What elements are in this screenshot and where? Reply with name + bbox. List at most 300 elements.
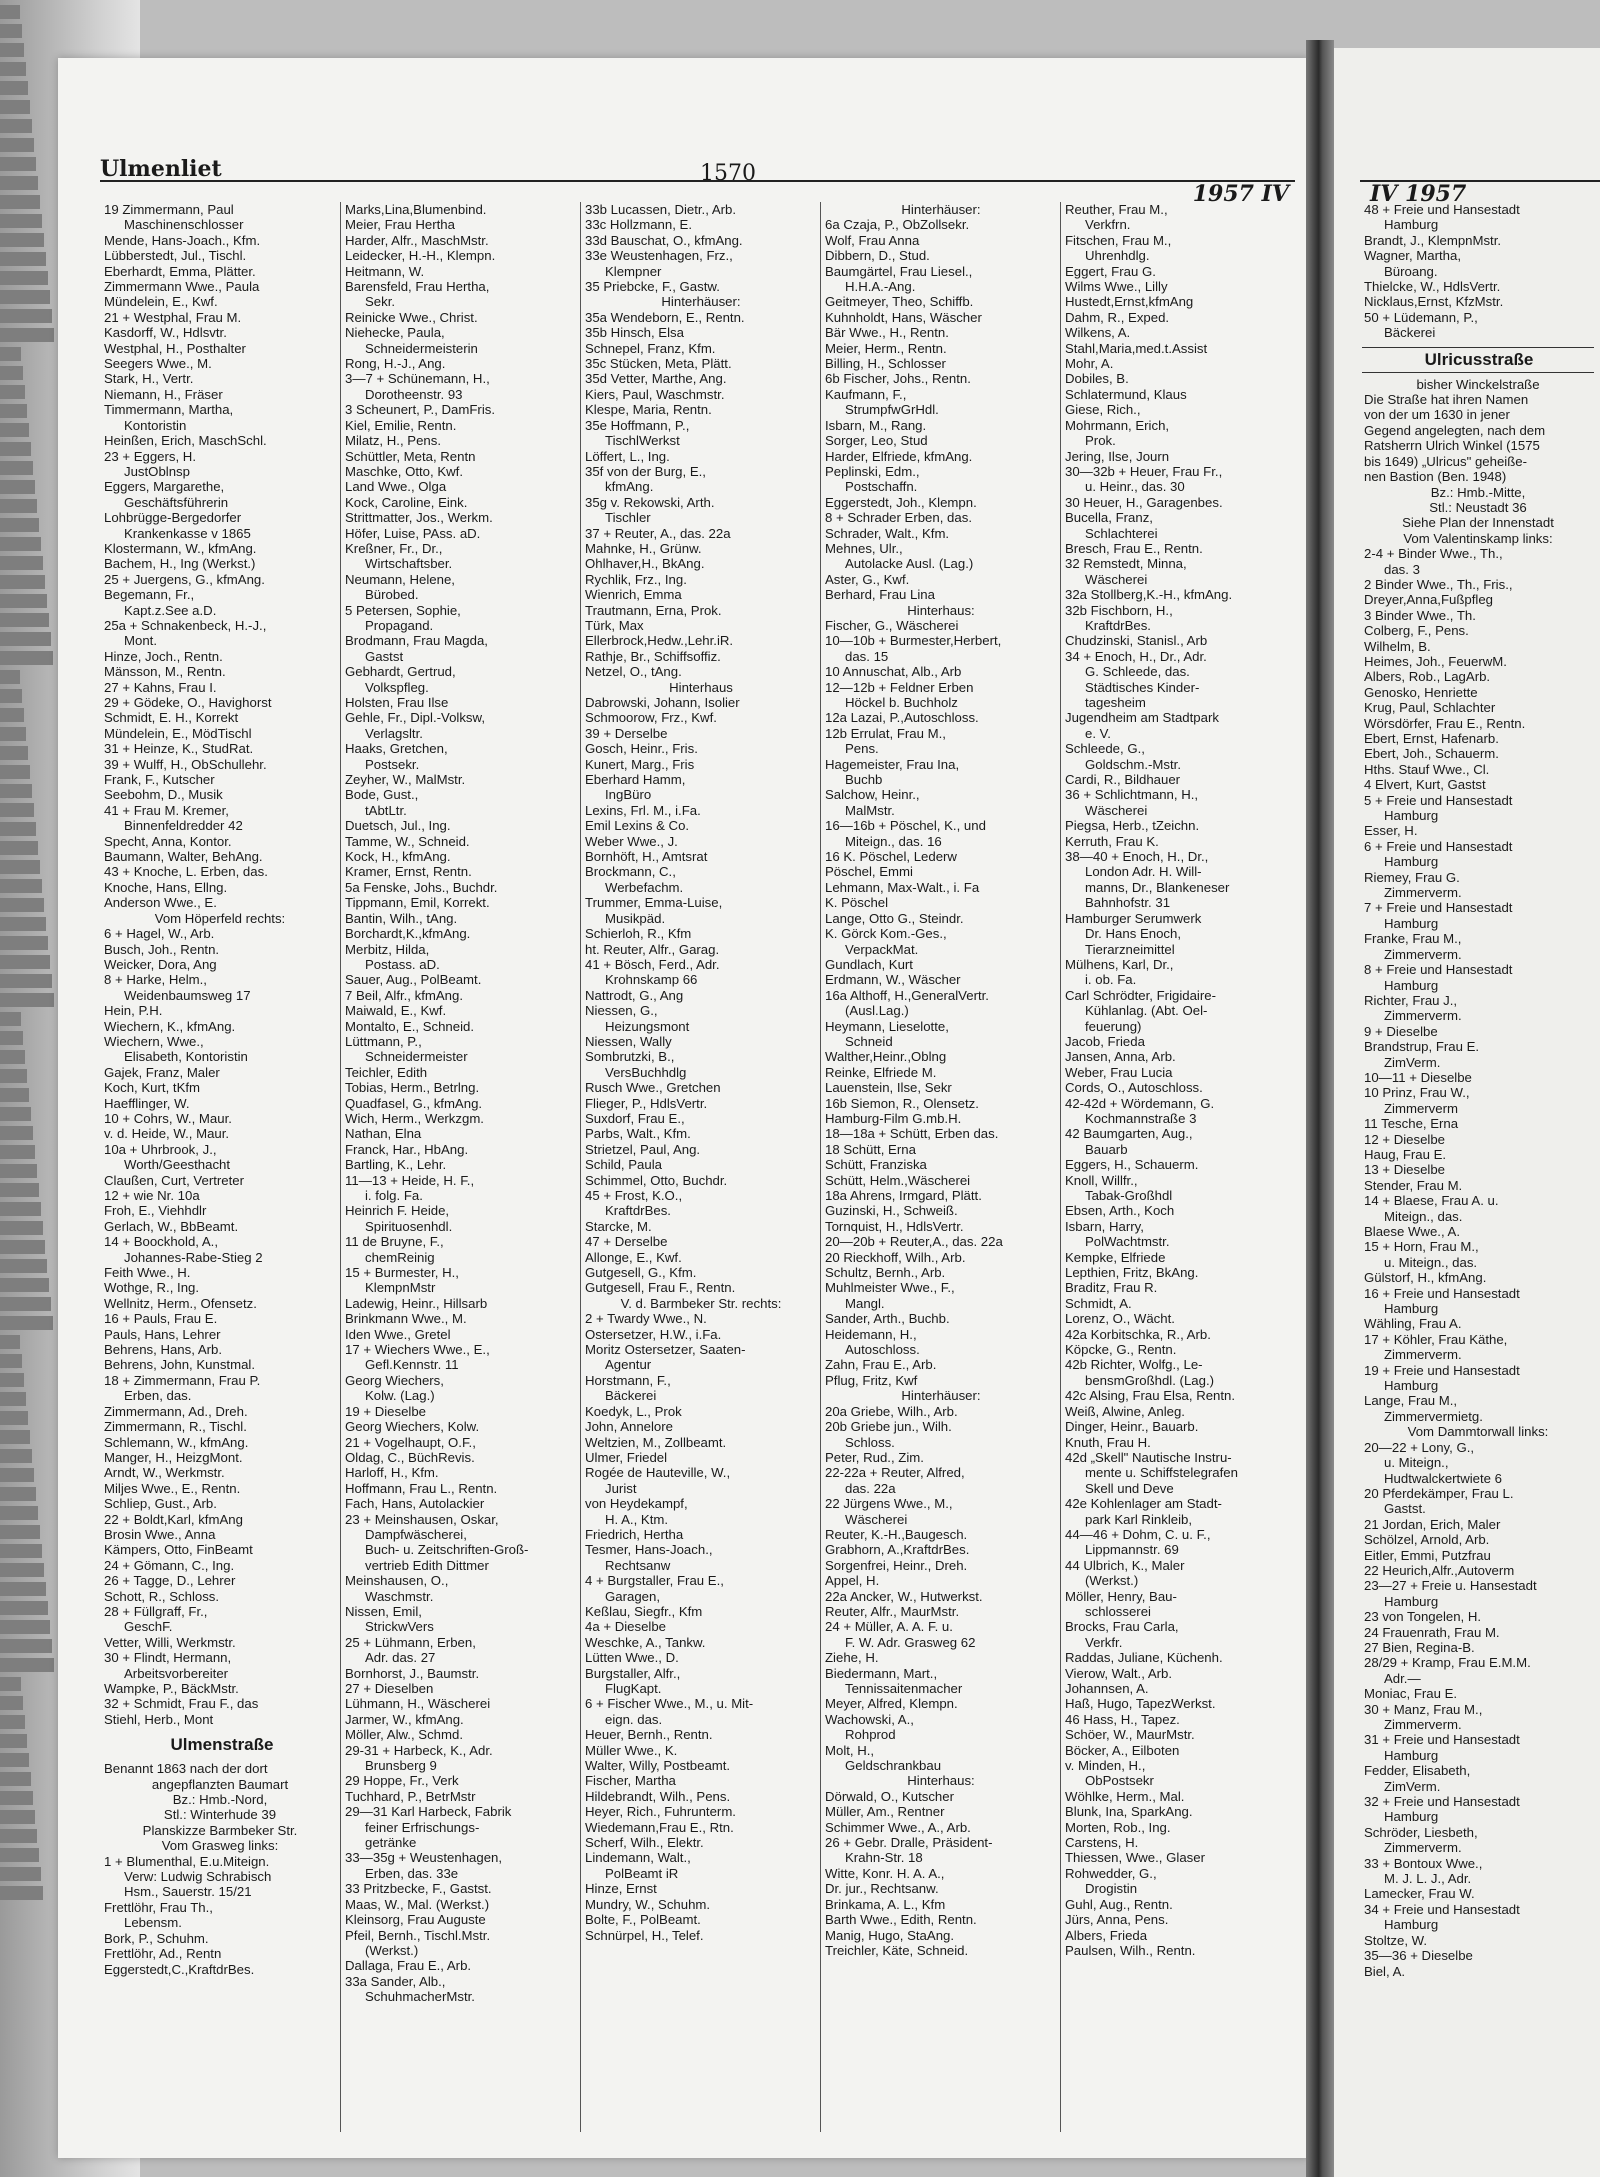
directory-entry: Niehecke, Paula, xyxy=(345,325,445,341)
directory-column-3 xyxy=(580,202,821,2132)
directory-entry: ObPostsekr xyxy=(1085,1773,1154,1789)
directory-entry: Gastst. xyxy=(1384,1501,1426,1517)
directory-entry: Stahl,Maria,med.t.Assist xyxy=(1065,340,1208,356)
directory-entry: Gehle, Fr., Dipl.-Volksw, xyxy=(345,710,485,726)
directory-entry: Ratsherrn Ulrich Winkel (1575 xyxy=(1364,438,1540,454)
directory-entry: tagesheim xyxy=(1085,695,1146,710)
directory-entry: Adr. das. 27 xyxy=(365,1650,436,1666)
directory-entry: 22-22a + Reuter, Alfred, xyxy=(825,1465,965,1481)
directory-entry: Kunert, Marg., Fris xyxy=(585,756,695,772)
edge-mark xyxy=(0,1259,47,1273)
edge-mark xyxy=(0,1411,28,1425)
directory-entry: Lexins, Frl. M., i.Fa. xyxy=(585,802,701,818)
directory-entry: Kerruth, Frau K. xyxy=(1065,833,1159,849)
directory-entry: Planskizze Barmbeker Str. xyxy=(142,1822,298,1838)
directory-entry: Büroang. xyxy=(1384,263,1438,279)
directory-entry: 31 + Heinze, K., StudRat. xyxy=(104,741,254,757)
directory-entry: Jugendheim am Stadtpark xyxy=(1065,710,1219,726)
directory-entry: Weber, Frau Lucia xyxy=(1065,1064,1173,1080)
directory-entry: Möller, Henry, Bau- xyxy=(1065,1588,1177,1604)
edge-mark xyxy=(0,442,31,456)
directory-entry: Schölzel, Arnold, Arb. xyxy=(1364,1532,1490,1548)
directory-entry: Jacob, Frieda xyxy=(1065,1033,1145,1049)
directory-entry: Brodmann, Frau Magda, xyxy=(345,633,488,649)
directory-entry: Lindemann, Walt., xyxy=(585,1850,691,1866)
directory-entry: Dr. Hans Enoch, xyxy=(1085,926,1182,942)
directory-entry: Volkspfleg. xyxy=(365,679,429,695)
directory-entry: Dahm, R., Exped. xyxy=(1065,309,1170,325)
directory-entry: Guhl, Aug., Rentn. xyxy=(1065,1896,1173,1912)
directory-entry: Mänsson, M., Rentn. xyxy=(104,664,226,680)
directory-entry: Heuer, Bernh., Rentn. xyxy=(585,1727,713,1743)
directory-entry: Harder, Alfr., MaschMstr. xyxy=(345,232,489,248)
directory-entry: von der um 1630 in jener xyxy=(1364,407,1510,423)
directory-entry: FlugKapt. xyxy=(605,1681,662,1696)
directory-entry: Wagner, Martha, xyxy=(1364,248,1461,264)
directory-entry: 18 + Zimmermann, Frau P. xyxy=(104,1372,261,1388)
directory-entry: bisher Winckelstraße xyxy=(1416,376,1540,392)
directory-entry: Neumann, Helene, xyxy=(345,571,455,587)
edge-mark xyxy=(0,1373,24,1387)
directory-entry: 42c Alsing, Frau Elsa, Rentn. xyxy=(1065,1388,1236,1404)
directory-entry: Bucella, Franz, xyxy=(1065,510,1153,526)
directory-entry: Drogistin xyxy=(1085,1881,1138,1897)
directory-entry: Froh, E., Viehhdlr xyxy=(104,1203,207,1219)
directory-entry: 18a Ahrens, Irmgard, Plätt. xyxy=(825,1188,982,1203)
directory-entry: Zimmerverm. xyxy=(1384,946,1462,962)
directory-entry: 42b Richter, Wolfg., Le- xyxy=(1065,1357,1203,1373)
directory-entry: Klespe, Maria, Rentn. xyxy=(585,402,712,418)
directory-entry: Barth Wwe., Edith, Rentn. xyxy=(825,1912,977,1928)
directory-entry: Müller Wwe., K. xyxy=(585,1742,678,1758)
edge-mark xyxy=(0,195,40,209)
directory-entry: Reuter, Alfr., MaurMstr. xyxy=(825,1603,960,1619)
directory-entry: Salchow, Heinr., xyxy=(825,787,920,803)
directory-entry: Thielcke, W., HdlsVertr. xyxy=(1364,279,1501,295)
directory-entry: Nattrodt, G., Ang xyxy=(585,987,684,1003)
directory-entry: Mahnke, H., Grünw. xyxy=(585,540,702,556)
directory-entry: Hamburg-Film G.mb.H. xyxy=(825,1110,962,1126)
directory-entry: Schimmer Wwe., A., Arb. xyxy=(825,1819,971,1835)
directory-entry: F. W. Adr. Grasweg 62 xyxy=(845,1634,976,1650)
directory-entry: Haefflinger, W. xyxy=(104,1095,190,1111)
directory-entry: Frettlöhr, Frau Th., xyxy=(104,1899,213,1915)
directory-entry: 16 + Freie und Hansestadt xyxy=(1364,1285,1520,1301)
directory-entry: Buchb xyxy=(845,772,883,788)
directory-entry: Mündelein, E., Kwf. xyxy=(104,294,218,310)
directory-entry: Weschke, A., Tankw. xyxy=(585,1634,706,1650)
directory-entry: Erben, das. 33e xyxy=(365,1865,459,1881)
directory-entry: Kaufmann, F., xyxy=(825,386,907,402)
directory-entry: Brinkmann Wwe., M. xyxy=(345,1311,467,1327)
directory-entry: 35b Hinsch, Elsa xyxy=(585,325,684,341)
directory-entry: Buch- u. Zeitschriften-Groß- xyxy=(365,1542,529,1558)
directory-entry: Hinterhaus: xyxy=(907,1773,975,1789)
directory-entry: Meier, Herm., Rentn. xyxy=(825,340,947,356)
directory-entry: park Karl Rinkleib, xyxy=(1085,1511,1193,1527)
directory-entry: 33e Weustenhagen, Frz., xyxy=(585,248,733,264)
directory-entry: Tennissaitenmacher xyxy=(845,1681,963,1696)
directory-entry: Wienrich, Emma xyxy=(585,587,682,603)
directory-entry: Gastst xyxy=(365,648,404,664)
directory-entry: Musikpäd. xyxy=(605,910,666,926)
directory-entry: Vom Valentinskamp links: xyxy=(1403,530,1553,546)
directory-entry: Benannt 1863 nach der dort xyxy=(104,1761,268,1777)
directory-entry: 6a Czaja, P., ObZollsekr. xyxy=(825,217,970,233)
directory-entry: PolBeamt iR xyxy=(605,1865,679,1881)
directory-entry: Rechtsanw xyxy=(605,1557,671,1573)
directory-entry: Sauer, Aug., PolBeamt. xyxy=(345,972,482,988)
directory-entry: 37 + Reuter, A., das. 22a xyxy=(585,525,731,541)
directory-entry: GeschF. xyxy=(124,1619,173,1635)
directory-entry: 33 + Bontoux Wwe., xyxy=(1364,1855,1483,1871)
directory-entry: 2 Binder Wwe., Th., Fris., xyxy=(1364,576,1513,592)
directory-entry: Wiedemann,Frau E., Rtn. xyxy=(585,1819,734,1835)
directory-entry: 33d Bauschat, O., kfmAng. xyxy=(585,232,743,248)
directory-entry: Miteign., das. 16 xyxy=(845,833,942,849)
directory-entry: 2-4 + Binder Wwe., Th., xyxy=(1364,546,1503,562)
edge-mark xyxy=(0,784,32,798)
directory-entry: Dibbern, D., Stud. xyxy=(825,248,930,264)
edge-mark xyxy=(0,974,52,988)
directory-entry: 6 + Freie und Hansestadt xyxy=(1364,838,1513,854)
directory-entry: Heidemann, H., xyxy=(825,1326,917,1342)
directory-entry: Zimmervermietg. xyxy=(1384,1408,1483,1424)
directory-entry: Siehe Plan der Innenstadt xyxy=(1402,515,1554,531)
directory-entry: Schütt, Helm.,Wäscherei xyxy=(825,1172,971,1188)
directory-entry: Tabak-Großhdl xyxy=(1085,1188,1173,1203)
directory-entry: Heimes, Joh., FeuerwM. xyxy=(1364,653,1507,669)
directory-entry: 34 + Enoch, H., Dr., Adr. xyxy=(1065,648,1207,664)
edge-mark xyxy=(0,1791,33,1805)
directory-entry: 12b Errulat, Frau M., xyxy=(825,725,946,741)
directory-entry: Rychlik, Frz., Ing. xyxy=(585,571,687,587)
directory-entry: Walter, Willy, Postbeamt. xyxy=(585,1758,731,1774)
directory-entry: 23 + Meinshausen, Oskar, xyxy=(345,1511,499,1527)
directory-entry: MalMstr. xyxy=(845,802,895,818)
directory-entry: Wiechern, Wwe., xyxy=(104,1033,204,1049)
directory-entry: Tesmer, Hans-Joach., xyxy=(585,1542,713,1558)
directory-entry: Pauls, Hans, Lehrer xyxy=(104,1326,221,1342)
directory-entry: Riemey, Frau G. xyxy=(1364,869,1460,885)
directory-entry: Sombrutzki, B., xyxy=(585,1049,675,1065)
directory-entry: Ebert, Joh., Schauerm. xyxy=(1364,746,1499,762)
directory-entry: Lippmannstr. 69 xyxy=(1085,1542,1179,1558)
right-page-column xyxy=(1362,202,1594,2132)
directory-entry: Maschke, Otto, Kwf. xyxy=(345,463,463,479)
directory-entry: Haaks, Gretchen, xyxy=(345,741,448,757)
directory-entry: 5 + Freie und Hansestadt xyxy=(1364,792,1513,808)
directory-entry: Brosin Wwe., Anna xyxy=(104,1526,216,1542)
directory-entry: Kontoristin xyxy=(124,417,187,433)
directory-entry: 27 + Dieselben xyxy=(345,1681,434,1696)
directory-entry: Suxdorf, Frau E., xyxy=(585,1110,685,1126)
edge-mark xyxy=(0,1354,22,1368)
directory-entry: Blunk, Ina, SparkAng. xyxy=(1065,1804,1193,1820)
directory-entry: Wachowski, A., xyxy=(825,1711,914,1727)
edge-mark xyxy=(0,24,22,38)
directory-entry: Dobiles, B. xyxy=(1065,371,1129,387)
directory-column-4 xyxy=(820,202,1061,2132)
edge-mark xyxy=(0,1582,46,1596)
right-year-volume: IV 1957 xyxy=(1370,181,1467,207)
edge-mark xyxy=(0,803,34,817)
directory-entry: 12—12b + Feldner Erben xyxy=(825,679,974,695)
directory-entry: KraftdrBes. xyxy=(1085,617,1151,633)
directory-entry: Seegers Wwe., M. xyxy=(104,356,212,372)
directory-entry: chemReinig xyxy=(365,1249,435,1265)
directory-entry: 10—11 + Dieselbe xyxy=(1364,1069,1472,1085)
directory-entry: 32 + Freie und Hansestadt xyxy=(1364,1794,1520,1810)
directory-entry: Bäckerei xyxy=(605,1388,657,1404)
directory-entry: Schmidt, E. H., Korrekt xyxy=(104,710,239,726)
edge-mark xyxy=(0,537,41,551)
directory-entry: Tamme, W., Schneid. xyxy=(345,833,470,849)
edge-mark xyxy=(0,138,34,152)
directory-entry: Eggert, Frau G. xyxy=(1065,263,1156,279)
directory-entry: 16—16b + Pöschel, K., und xyxy=(825,818,986,834)
directory-entry: 21 + Westphal, Frau M. xyxy=(104,309,242,325)
directory-entry: Zimmerverm xyxy=(1384,1100,1458,1116)
directory-entry: 42 Baumgarten, Aug., xyxy=(1065,1126,1193,1142)
directory-entry: Brinkama, A. L., Kfm xyxy=(825,1896,946,1912)
directory-entry: Harloff, H., Kfm. xyxy=(345,1465,439,1481)
directory-entry: 15 + Horn, Frau M., xyxy=(1364,1239,1479,1255)
edge-mark xyxy=(0,1886,43,1900)
directory-entry: 22 Heurich,Alfr.,Autoverm xyxy=(1364,1562,1515,1578)
directory-entry: 27 Bien, Regina-B. xyxy=(1364,1639,1475,1655)
directory-entry: Heinrich F. Heide, xyxy=(345,1203,450,1219)
directory-entry: kfmAng. xyxy=(605,479,654,495)
directory-entry: Peter, Rud., Zim. xyxy=(825,1449,924,1465)
directory-entry: 6 + Hagel, W., Arb. xyxy=(104,926,215,942)
directory-entry: Verkfrn. xyxy=(1085,217,1131,233)
directory-entry: Schrader, Walt., Kfm. xyxy=(825,525,950,541)
directory-entry: Iden Wwe., Gretel xyxy=(345,1326,451,1342)
directory-entry: angepflanzten Baumart xyxy=(151,1776,289,1792)
directory-entry: Garagen, xyxy=(605,1588,660,1604)
directory-entry: 30 Heuer, H., Garagenbes. xyxy=(1065,494,1223,510)
edge-mark xyxy=(0,860,40,874)
directory-entry: StrickwVers xyxy=(365,1619,434,1635)
directory-entry: Hamburg xyxy=(1384,1809,1439,1825)
directory-entry: 10a + Uhrbrook, J., xyxy=(104,1141,217,1157)
directory-entry: Mundry, W., Schuhm. xyxy=(585,1896,711,1912)
directory-entry: KlempnMstr xyxy=(365,1280,436,1296)
edge-mark xyxy=(0,385,25,399)
directory-entry: 12a Lazai, P.,Autoschloss. xyxy=(825,710,979,726)
directory-entry: Biel, A. xyxy=(1364,1963,1406,1979)
directory-entry: 17 + Köhler, Frau Käthe, xyxy=(1364,1331,1508,1347)
directory-entry: Ellerbrock,Hedw.,Lehr.iR. xyxy=(585,633,734,649)
directory-entry: Georg Wiechers, Kolw. xyxy=(345,1419,480,1435)
edge-mark xyxy=(0,936,48,950)
directory-entry: Schliep, Gust., Arb. xyxy=(104,1496,217,1512)
directory-entry: Kapt.z.See a.D. xyxy=(124,602,217,618)
edge-mark xyxy=(0,1867,41,1881)
directory-entry: Werbefachm. xyxy=(605,879,684,895)
directory-entry: Jurist xyxy=(605,1480,637,1496)
directory-entry: Manig, Hugo, StaAng. xyxy=(825,1927,955,1943)
directory-entry: 20—22 + Lony, G., xyxy=(1364,1439,1475,1455)
directory-entry: Kreßner, Fr., Dr., xyxy=(345,540,443,556)
directory-entry: Genosko, Henriette xyxy=(1364,684,1478,700)
directory-entry: V. d. Barmbeker Str. rechts: xyxy=(620,1295,782,1311)
directory-entry: Schneid xyxy=(845,1033,893,1049)
directory-entry: Kämpers, Otto, FinBeamt xyxy=(104,1542,253,1558)
directory-entry: 14 + Blaese, Frau A. u. xyxy=(1364,1193,1499,1209)
directory-entry: 18 Schütt, Erna xyxy=(825,1141,916,1157)
directory-entry: Duetsch, Jul., Ing. xyxy=(345,818,451,834)
directory-entry: 10 Annuschat, Alb., Arb xyxy=(825,664,962,680)
directory-entry: Mende, Hans-Joach., Kfm. xyxy=(104,232,261,248)
directory-entry: Emil Lexins & Co. xyxy=(585,818,690,834)
directory-entry: Guzinski, H., Schweiß. xyxy=(825,1203,958,1219)
edge-mark xyxy=(0,347,21,361)
edge-mark xyxy=(0,461,33,475)
edge-mark xyxy=(0,1639,52,1653)
directory-entry: Wäscherei xyxy=(1085,802,1148,818)
directory-entry: Zahn, Frau E., Arb. xyxy=(825,1357,937,1373)
directory-entry: Holsten, Frau Ilse xyxy=(345,695,449,710)
directory-entry: Kock, Caroline, Eink. xyxy=(345,494,468,510)
directory-entry: Kühlanlag. (Abt. Oel- xyxy=(1085,1003,1208,1019)
directory-entry: 42a Korbitschka, R., Arb. xyxy=(1065,1326,1211,1342)
directory-entry: Dörwald, O., Kutscher xyxy=(825,1788,954,1804)
directory-entry: Verlagsltr. xyxy=(365,725,423,741)
edge-mark xyxy=(0,1487,36,1501)
directory-entry: Cords, O., Autoschloss. xyxy=(1065,1080,1203,1096)
year-volume: 1957 IV xyxy=(1192,181,1289,207)
directory-entry: Pflug, Fritz, Kwf xyxy=(825,1372,918,1388)
directory-entry: Barensfeld, Frau Hertha, xyxy=(345,279,490,295)
edge-mark xyxy=(0,271,48,285)
directory-entry: Baumgärtel, Frau Liesel., xyxy=(825,263,973,279)
directory-entry: 27 + Kahns, Frau I. xyxy=(104,679,217,695)
directory-entry: Ziehe, H. xyxy=(825,1650,879,1666)
directory-entry: Pöschel, Emmi xyxy=(825,864,913,880)
directory-entry: Heinßen, Erich, MaschSchl. xyxy=(104,433,267,449)
directory-entry: Ebsen, Arth., Koch xyxy=(1065,1203,1175,1219)
directory-entry: Appel, H. xyxy=(825,1573,880,1589)
directory-entry: Wolf, Frau Anna xyxy=(825,232,920,248)
directory-entry: M. J. L. J., Adr. xyxy=(1384,1871,1472,1887)
directory-entry: Elisabeth, Kontoristin xyxy=(124,1049,248,1065)
directory-entry: Marks,Lina,Blumenbind. xyxy=(345,202,487,217)
directory-entry: TischlWerkst xyxy=(605,433,680,449)
directory-entry: 38—40 + Enoch, H., Dr., xyxy=(1065,849,1209,865)
edge-mark xyxy=(0,100,30,114)
directory-entry: Meyer, Alfred, Klempn. xyxy=(825,1696,958,1712)
directory-entry: Hinze, Ernst xyxy=(585,1881,657,1897)
directory-entry: Fitschen, Frau M., xyxy=(1065,232,1172,248)
directory-entry: Tippmann, Emil, Korrekt. xyxy=(345,895,490,911)
directory-entry: 16 + Pauls, Frau E. xyxy=(104,1311,218,1327)
directory-entry: Bäckerei xyxy=(1384,325,1436,341)
directory-entry: 6 + Fischer Wwe., M., u. Mit- xyxy=(585,1696,754,1712)
directory-entry: 20 Pferdekämper, Frau L. xyxy=(1364,1485,1514,1501)
edge-mark xyxy=(0,765,30,779)
directory-entry: Maschinenschlosser xyxy=(124,217,244,233)
directory-entry: 32b Fischborn, H., xyxy=(1065,602,1173,618)
directory-entry: 33 Pritzbecke, F., Gastst. xyxy=(345,1881,492,1897)
directory-entry: Wilms Wwe., Lilly xyxy=(1065,279,1168,295)
directory-entry: Bürobed. xyxy=(365,587,419,603)
edge-mark xyxy=(0,1449,32,1463)
directory-entry: Tuchhard, P., BetrMstr xyxy=(345,1788,476,1804)
directory-entry: Schleede, G., xyxy=(1065,741,1145,757)
directory-entry: Montalto, E., Schneid. xyxy=(345,1018,475,1034)
directory-entry: Sorger, Leo, Stud xyxy=(825,433,928,449)
directory-entry: 25a + Schnakenbeck, H.-J., xyxy=(104,617,267,633)
directory-entry: Baumann, Walter, BehAng. xyxy=(104,849,263,865)
directory-entry: Esser, H. xyxy=(1364,823,1418,839)
edge-mark xyxy=(0,1221,43,1235)
directory-entry: Hinterhäuser: xyxy=(901,202,981,217)
directory-entry: 16 K. Pöschel, Lederw xyxy=(825,849,957,865)
directory-entry: Brockmann, C., xyxy=(585,864,676,880)
directory-entry: Eggerstedt, Joh., Klempn. xyxy=(825,494,977,510)
directory-entry: schlosserei xyxy=(1085,1603,1151,1619)
edge-mark xyxy=(0,499,37,513)
directory-entry: Bauarb xyxy=(1085,1141,1128,1157)
directory-entry: Johannsen, A. xyxy=(1065,1681,1149,1696)
edge-mark xyxy=(0,518,39,532)
edge-mark xyxy=(0,1810,35,1824)
edge-mark xyxy=(0,233,44,247)
directory-entry: Knoll, Willfr., xyxy=(1065,1172,1138,1188)
directory-entry: Gundlach, Kurt xyxy=(825,956,913,972)
directory-entry: Specht, Anna, Kontor. xyxy=(104,833,232,849)
edge-mark xyxy=(0,1297,51,1311)
directory-entry: Reinicke Wwe., Christ. xyxy=(345,309,478,325)
directory-entry: Geschäftsführerin xyxy=(124,494,229,510)
edge-mark xyxy=(0,176,38,190)
directory-entry: Morten, Rob., Ing. xyxy=(1065,1819,1171,1835)
directory-entry: Lohbrügge-Bergedorfer xyxy=(104,510,242,526)
directory-entry: 3 Binder Wwe., Th. xyxy=(1364,607,1476,623)
edge-mark xyxy=(0,1430,30,1444)
directory-entry: Niessen, G., xyxy=(585,1003,658,1019)
directory-entry: Kleinsorg, Frau Auguste xyxy=(345,1912,486,1928)
directory-entry: Vierow, Walt., Arb. xyxy=(1065,1665,1173,1681)
directory-entry: 39 + Wulff, H., ObSchullehr. xyxy=(104,756,267,772)
directory-entry: Oldag, C., BüchRevis. xyxy=(345,1449,475,1465)
directory-entry: Hamburg xyxy=(1384,915,1439,931)
directory-entry: Sander, Arth., Buchb. xyxy=(825,1311,950,1327)
directory-entry: Wellnitz, Herm., Ofensetz. xyxy=(104,1295,257,1311)
directory-entry: Gajek, Franz, Maler xyxy=(104,1064,220,1080)
directory-entry: Moniac, Frau E. xyxy=(1364,1686,1458,1702)
directory-entry: Franck, Har., HbAng. xyxy=(345,1141,469,1157)
directory-entry: Zimmerverm. xyxy=(1384,1347,1462,1363)
directory-entry: 29—31 Karl Harbeck, Fabrik xyxy=(345,1804,512,1820)
directory-entry: ht. Reuter, Alfr., Garag. xyxy=(585,941,720,957)
directory-entry: Schierloh, R., Kfm xyxy=(585,926,692,942)
directory-entry: Jansen, Anna, Arb. xyxy=(1065,1049,1176,1065)
directory-entry: Hudtwalckertwiete 6 xyxy=(1384,1470,1503,1486)
directory-entry: Arndt, W., Werkmstr. xyxy=(104,1465,225,1481)
directory-entry: Thiessen, Wwe., Glaser xyxy=(1065,1850,1205,1866)
directory-entry: Nicklaus,Ernst, KfzMstr. xyxy=(1364,294,1504,310)
directory-entry: Verkfr. xyxy=(1085,1634,1123,1650)
directory-entry: 10 Prinz, Frau W., xyxy=(1364,1085,1470,1101)
edge-mark xyxy=(0,81,28,95)
directory-entry: Eberhardt, Emma, Plätter. xyxy=(104,263,256,279)
directory-entry: 7 + Freie und Hansestadt xyxy=(1364,900,1513,916)
edge-mark xyxy=(0,1164,37,1178)
edge-mark xyxy=(0,613,49,627)
